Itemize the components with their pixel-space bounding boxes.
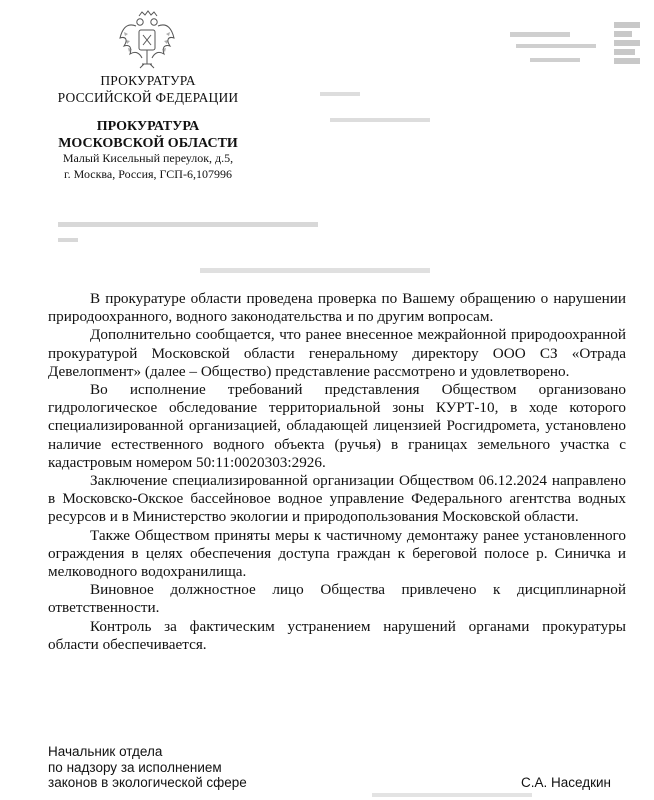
paragraph-2: Дополнительно сообщается, что ранее внесенное межрайонной природоохранной прокуратурой Московской области генеральному директору ООО СЗ «Отрада Девелопмент» (далее – Общество) представление рассмотрено и удовлетворено. [48, 326, 626, 380]
registration-stamp-mark [614, 22, 640, 70]
paragraph-6: Виновное должностное лицо Общества привлечено к дисциплинарной ответственности. [48, 581, 626, 617]
paragraph-5: Также Обществом приняты меры к частичному демонтажу ранее установленного ограждения в целях обеспечения доступа граждан к береговой полосе р. Синичка и мелководного водохранилища. [48, 526, 626, 581]
office-line-2: МОСКОВСКОЙ ОБЛАСТИ [58, 136, 238, 151]
faded-subject-line [200, 264, 440, 278]
signatory-title-line-2: по надзору за исполнением [48, 759, 222, 775]
org-line-1: ПРОКУРАТУРА [100, 73, 196, 88]
letter-body [48, 290, 626, 654]
address-line-2: г. Москва, Россия, ГСП-6,107996 [64, 167, 232, 181]
paragraph-4: Заключение специализированной организации Обществом 06.12.2024 направлено в Московско-Окское бассейновое водное управление Федерального агентства водных ресурсов и в Министерство экологии и природопользования Московской области. [48, 472, 626, 526]
signatory-name: С.А. Наседкин [521, 775, 612, 790]
paragraph-1: В прокуратуре области проведена проверка по Вашему обращению о нарушении природоохранного, водного законодательства и по другим вопросам. [48, 290, 626, 326]
office-line-1: ПРОКУРАТУРА [96, 119, 200, 134]
signatory-title-line-3: законов в экологической сфере [48, 775, 247, 790]
address-line-1: Малый Кисельный переулок, д.5, [62, 151, 234, 165]
org-line-2: РОССИЙСКОЙ ФЕДЕРАЦИИ [57, 90, 239, 105]
faded-recipient-text [320, 88, 440, 128]
paragraph-3: Во исполнение требований представления Обществом организовано гидрологическое обследование территориальной зоны КУРТ-10, в ходе которого специализированной организацией, обладающей лицензией Росгидромета, установлено наличие естественного водного объекта (ручья) в границах земельного участка с кадастровым номером 50:11:0020303:2926. [48, 381, 626, 471]
signatory-title [48, 744, 247, 791]
russian-coat-of-arms-icon [118, 8, 176, 74]
office-name [40, 118, 256, 152]
faded-stamp-top-right [510, 26, 600, 86]
paragraph-7: Контроль за фактическим устранением нарушений органами прокуратуры области обеспечивается. [48, 617, 626, 653]
faded-registration-number [58, 218, 328, 252]
org-name [40, 72, 256, 106]
faded-electronic-signature-mark [362, 788, 542, 800]
signatory-title-line-1: Начальник отдела [48, 744, 163, 759]
office-address [40, 150, 256, 182]
